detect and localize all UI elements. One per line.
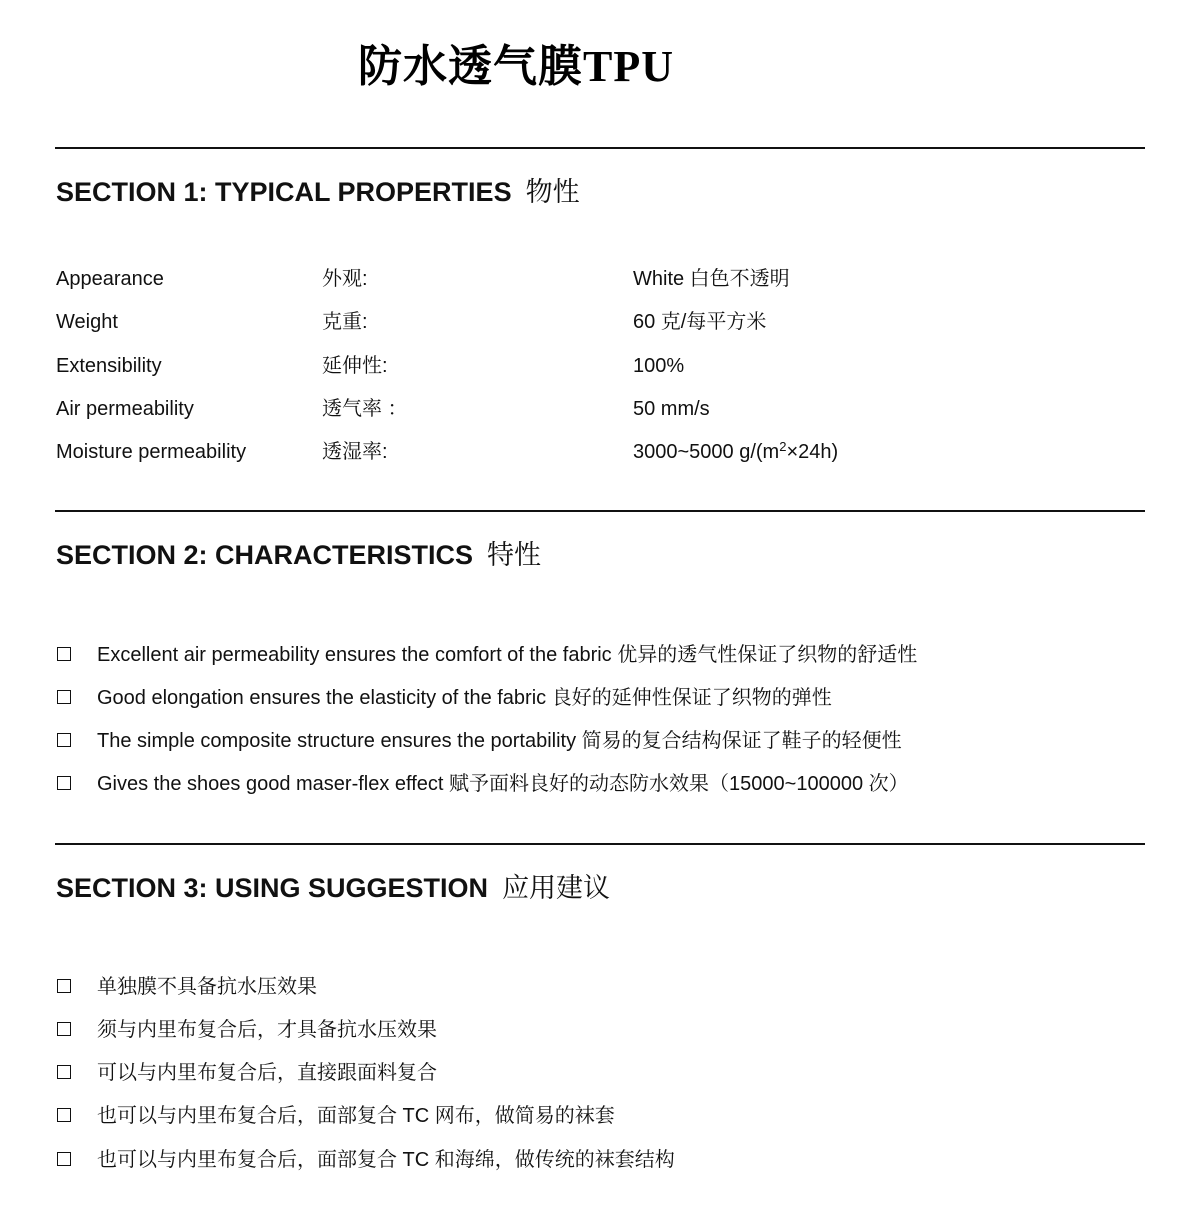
section-3-heading (56, 866, 610, 905)
checkbox-icon (57, 733, 71, 747)
list-item (0, 1145, 1200, 1175)
property-name-en: Extensibility (56, 355, 162, 377)
list-item (0, 1015, 1200, 1045)
page-title: 防水透气膜TPU (358, 42, 674, 91)
property-value: White 白色不透明 (633, 268, 790, 290)
property-value-prefix: 3000~5000 g/(m (633, 441, 780, 463)
section-divider (55, 510, 1145, 512)
checkbox-icon (57, 979, 71, 993)
property-row (0, 394, 1200, 424)
checkbox-icon (57, 1108, 71, 1122)
checkbox-icon (57, 1152, 71, 1166)
property-name-zh: 克重: (322, 311, 368, 333)
superscript-exponent: 2 (779, 439, 787, 454)
checkbox-icon (57, 776, 71, 790)
property-name-zh: 透湿率: (322, 441, 388, 463)
property-name-zh: 外观: (322, 268, 368, 290)
list-item-text: Excellent air permeability ensures the comfort of the fabric 优异的透气性保证了织物的舒适性 (97, 644, 918, 666)
list-item (0, 683, 1200, 713)
property-row (0, 351, 1200, 381)
list-item (0, 1101, 1200, 1131)
property-name-zh: 透气率 ： (322, 398, 408, 420)
property-value: 60 克/每平方米 (633, 311, 767, 333)
section-heading-en: SECTION 1: TYPICAL PROPERTIES (56, 177, 512, 207)
section-1-heading (56, 170, 580, 209)
property-value: 100% (633, 355, 685, 377)
property-row (0, 264, 1200, 294)
section-divider (55, 147, 1145, 149)
list-item (0, 769, 1200, 799)
property-name-en: Air permeability (56, 398, 194, 420)
property-value (633, 437, 838, 467)
list-item-text: 须与内里布复合后，才具备抗水压效果 (97, 1019, 437, 1041)
property-value: 50 mm/s (633, 398, 710, 420)
list-item-text: 可以与内里布复合后，直接跟面料复合 (97, 1062, 437, 1084)
checkbox-icon (57, 1022, 71, 1036)
property-value-suffix: ×24h) (786, 441, 839, 463)
property-name-en: Appearance (56, 268, 164, 290)
list-item (0, 972, 1200, 1002)
list-item-text: The simple composite structure ensures the portability 简易的复合结构保证了鞋子的轻便性 (97, 730, 902, 752)
list-item-text: 也可以与内里布复合后，面部复合 TC 和海绵，做传统的袜套结构 (97, 1149, 675, 1171)
list-item (0, 726, 1200, 756)
section-heading-en: SECTION 2: CHARACTERISTICS (56, 540, 474, 570)
section-heading-zh: 物性 (525, 177, 580, 208)
property-name-en: Weight (56, 311, 118, 333)
property-name-en: Moisture permeability (56, 441, 247, 463)
section-divider (55, 843, 1145, 845)
checkbox-icon (57, 1065, 71, 1079)
list-item (0, 640, 1200, 670)
property-row (0, 307, 1200, 337)
property-name-zh: 延伸性: (322, 355, 388, 377)
checkbox-icon (57, 647, 71, 661)
property-row (0, 437, 1200, 467)
section-heading-en: SECTION 3: USING SUGGESTION (56, 873, 489, 903)
checkbox-icon (57, 690, 71, 704)
list-item-text: Gives the shoes good maser-flex effect 赋予面料良好的动态防水效果（15000~100000 次） (97, 773, 909, 795)
section-2-heading (56, 533, 541, 572)
section-heading-zh: 特性 (487, 540, 542, 571)
list-item-text: 也可以与内里布复合后，面部复合 TC 网布，做简易的袜套 (97, 1105, 615, 1127)
section-heading-zh: 应用建议 (502, 873, 611, 904)
list-item-text: Good elongation ensures the elasticity of the fabric 良好的延伸性保证了织物的弹性 (97, 687, 832, 709)
list-item (0, 1058, 1200, 1088)
list-item-text: 单独膜不具备抗水压效果 (97, 976, 317, 998)
